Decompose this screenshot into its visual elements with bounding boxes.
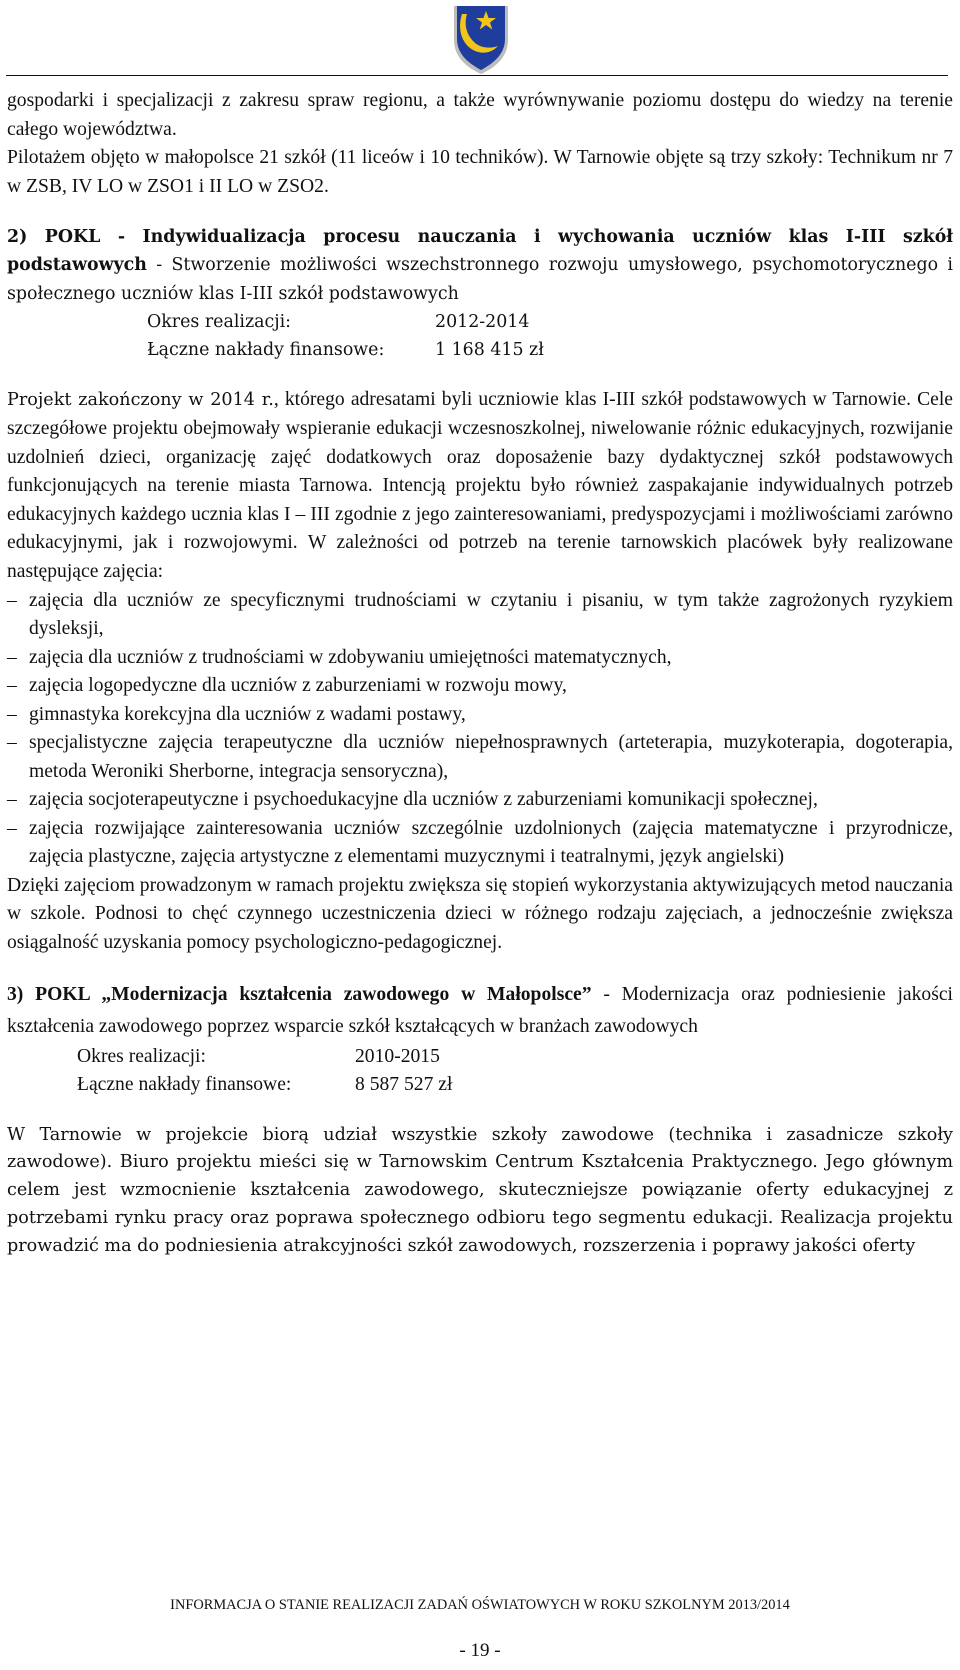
section-2-period-value: 2012-2014 (435, 311, 530, 332)
page-number: - 19 - (459, 1640, 501, 1661)
section-2-body-c: Cele szczegółowe projektu obejmowały wspieranie edukacji wczesnoszkolnej, niwelowanie różnic edukacyjnych, rozwijanie uzdolnień dzieci, organizację zajęć dodatkowych oraz doposażenie bazy dydaktycznej szkół podstawowych funkcjonujących na terenie miasta Tarnowa. (7, 389, 953, 497)
dash-bullet: – (7, 703, 17, 725)
dash-bullet: – (7, 789, 17, 811)
footer-title: INFORMACJA O STANIE REALIZACJI ZADAŃ OŚWIATOWYCH W ROKU SZKOLNYM 2013/2014 (170, 1597, 790, 1613)
list-item: – specjalistyczne zajęcia terapeutyczne dla uczniów niepełnosprawnych (arteterapia, muzykoterapia, dogoterapia, metoda Weroniki Sherborne, integracja sensoryczna), (7, 729, 953, 786)
section-2-body (7, 386, 953, 586)
activities-list (7, 587, 953, 872)
section-3-facts (77, 1043, 953, 1100)
section-3-title: 3) POKL „Modernizacja kształcenia zawodowego w Małopolsce” (7, 984, 592, 1006)
section-2-closing: Dzięki zajęciom prowadzonym w ramach projektu zwiększa się stopień wykorzystania aktywizujących metod nauczania w szkole. Podnosi to chęć czynnego uczestniczenia dzieci w różnego rodzaju zajęciach, a jednocześnie zwiększa osiągalność uzyskania pomocy psychologiczno-pedagogicznej. (7, 874, 953, 953)
section-2-heading (7, 223, 953, 308)
section-2-funds-label: Łączne nakłady finansowe: (147, 340, 385, 361)
header-rule (6, 75, 948, 76)
dash-bullet: – (7, 732, 17, 754)
section-2-facts (147, 308, 953, 365)
list-item: – zajęcia logopedyczne dla uczniów z zaburzeniami w rozwoju mowy, (7, 672, 953, 701)
section-2-body-e: W zależności od potrzeb na terenie tarnowskich placówek były realizowane następujące zajęcia: (7, 532, 953, 583)
section-3-body: W Tarnowie w projekcie biorą udział wszystkie szkoły zawodowe (technika i zasadnicze szkoły zawodowe). Biuro projektu mieści się w Tarnowskim Centrum Kształcenia Praktycznego. Jego głównym celem jest wzmocnienie kształcenia zawodowego, skuteczniejsze powiązanie oferty edukacyjnej z potrzebami rynku pracy oraz poprawa społecznego odbioru tego segmentu edukacji. Realizacja projektu prowadzić ma do podniesienia atrakcyjności szkół zawodowych, rozszerzenia i poprawy jakości oferty (7, 1124, 953, 1256)
section-2-body-a: Projekt zakończony w 2014 r. (7, 390, 274, 411)
list-item: – gimnastyka korekcyjna dla uczniów z wadami postawy, (7, 701, 953, 730)
page-content (7, 87, 953, 1260)
intro-paragraph-2: Pilotażem objęto w małopolsce 21 szkół (11 liceów i 10 techników). W Tarnowie objęte są trzy szkoły: Technikum nr 7 w ZSB, IV LO w ZSO1 i II LO w ZSO2. (7, 147, 953, 197)
section-3-heading (7, 979, 953, 1043)
dash-bullet: – (7, 817, 17, 839)
list-item: – zajęcia socjoterapeutyczne i psychoedukacyjne dla uczniów z zaburzeniami komunikacji społecznej, (7, 786, 953, 815)
dash-bullet: – (7, 589, 17, 611)
section-2-body-d: Intencją projektu było również zaspakajanie indywidualnych potrzeb edukacyjnych każdego ucznia klas I – III zgodnie z jego zainteresowaniami, predyspozycjami i możliwościami zarówno edukacyjnymi, jak i rozwojowymi. (7, 475, 953, 554)
section-2-period-label: Okres realizacji: (147, 311, 292, 332)
dash-bullet: – (7, 675, 17, 697)
section-2-description: - Stworzenie możliwości wszechstronnego rozwoju umysłowego, psychomotorycznego i społecznego uczniów klas I-III szkół podstawowych (7, 255, 953, 304)
section-2-body-b: , którego adresatami byli uczniowie klas I-III szkół podstawowych w Tarnowie. (273, 389, 911, 411)
section-3-funds-label: Łączne nakłady finansowe: (77, 1074, 292, 1096)
section-3-period-value: 2010-2015 (355, 1046, 440, 1068)
dash-bullet: – (7, 646, 17, 668)
section-3-description: - Modernizacja oraz podniesienie jakości kształcenia zawodowego poprzez wsparcie szkół kształcących w branżach zawodowych (7, 984, 953, 1038)
city-crest-logo (448, 2, 514, 76)
intro-paragraph-1: gospodarki i specjalizacji z zakresu spraw regionu, a także wyrównywanie poziomu dostępu do wiedzy na terenie całego województwa. (7, 90, 953, 140)
section-2-title: 2) POKL - Indywidualizacja procesu nauczania i wychowania uczniów klas I-III szkół podstawowych (7, 227, 953, 276)
section-2-funds-value: 1 168 415 zł (435, 340, 544, 361)
list-item: – zajęcia rozwijające zainteresowania uczniów szczególnie uzdolnionych (zajęcia matematyczne i przyrodnicze, zajęcia plastyczne, zajęcia artystyczne z elementami muzycznymi i teatralnymi, język angielski) (7, 815, 953, 872)
section-3-funds-value: 8 587 527 zł (355, 1074, 453, 1096)
list-item: – zajęcia dla uczniów z trudnościami w zdobywaniu umiejętności matematycznych, (7, 644, 953, 673)
section-3-period-label: Okres realizacji: (77, 1046, 206, 1068)
list-item: – zajęcia dla uczniów ze specyficznymi trudnościami w czytaniu i pisaniu, w tym także zagrożonych ryzykiem dysleksji, (7, 587, 953, 644)
